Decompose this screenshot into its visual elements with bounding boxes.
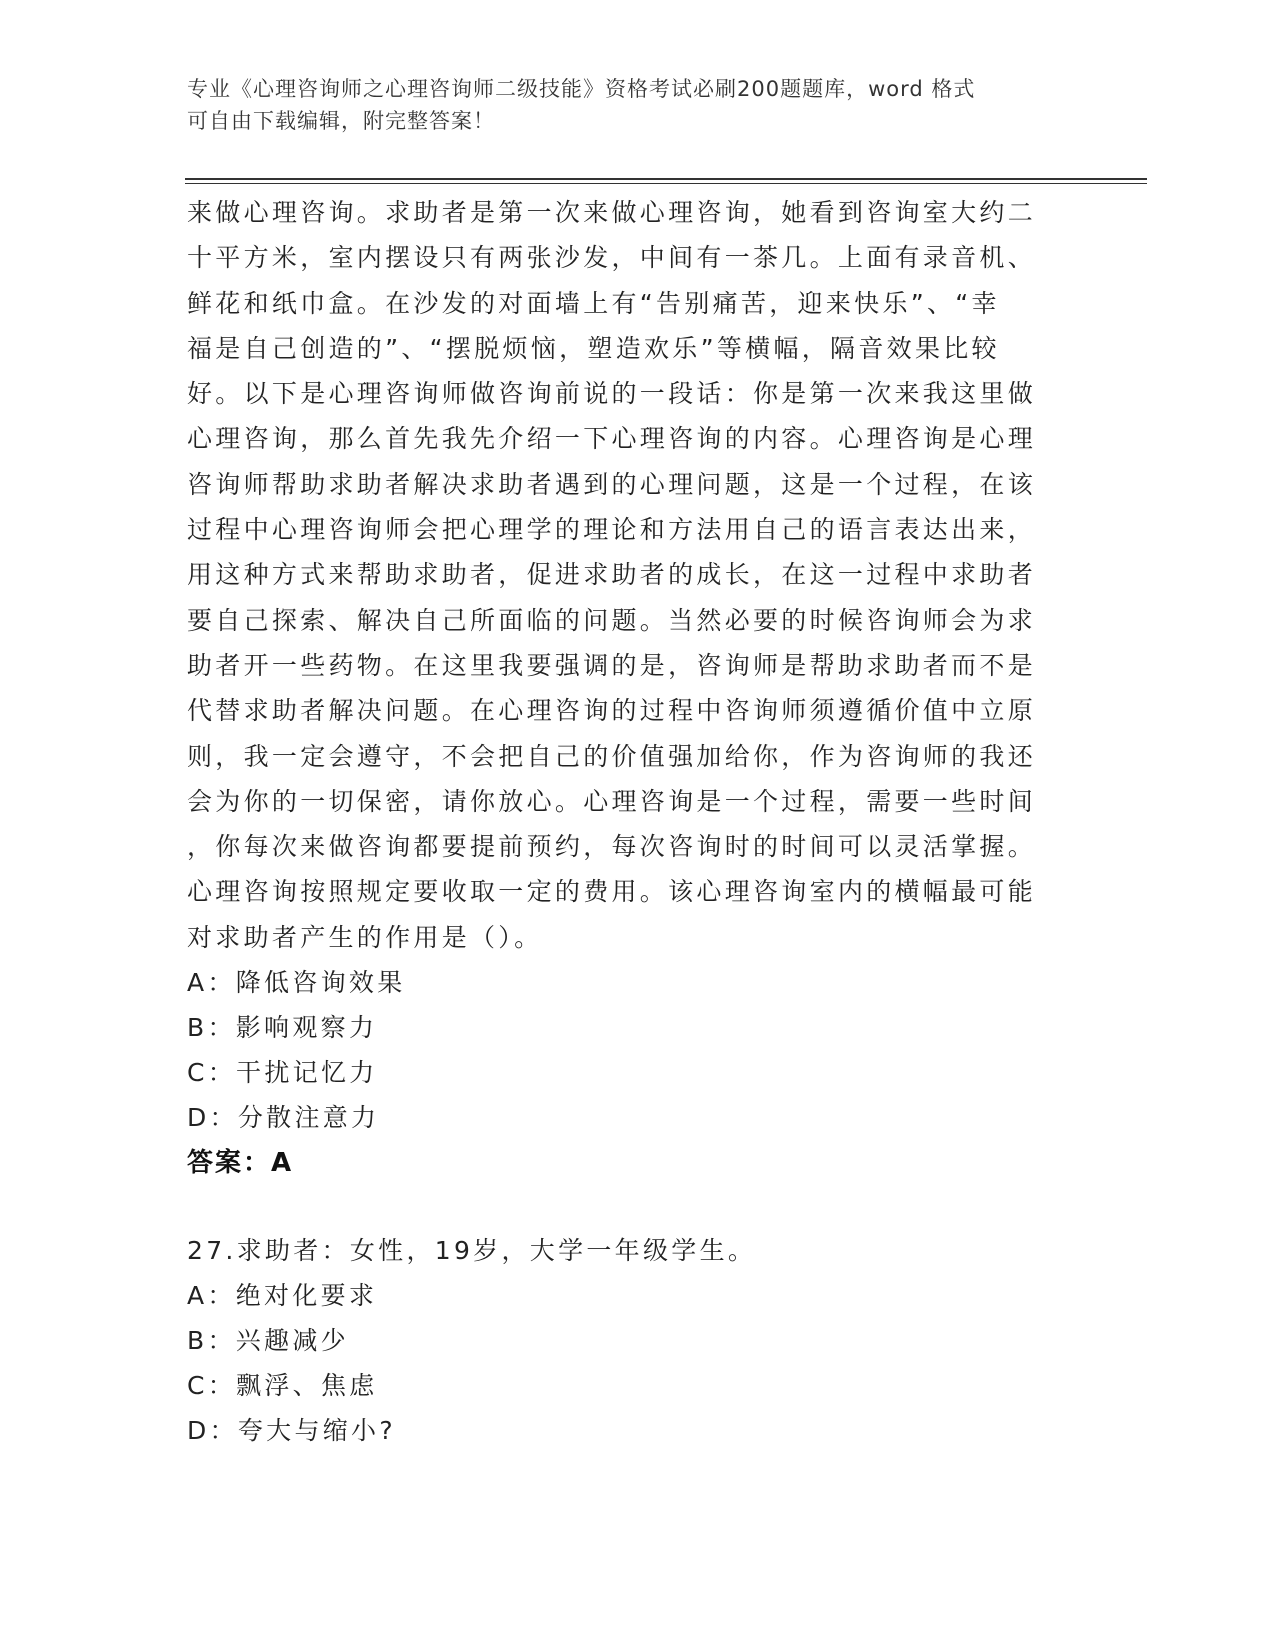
page-header	[187, 73, 1067, 137]
header-title-line-2: 可自由下载编辑，附完整答案！	[187, 109, 495, 133]
stem-line: 代替求助者解决问题。在心理咨询的过程中咨询师须遵循价值中立原	[187, 696, 1037, 726]
stem-line: 好。以下是心理咨询师做咨询前说的一段话：你是第一次来我这里做	[187, 379, 1037, 409]
stem-line: 用这种方式来帮助求助者，促进求助者的成长，在这一过程中求助者	[187, 560, 1037, 590]
stem-line: 对求助者产生的作用是（）。	[187, 922, 543, 952]
question-26-stem	[187, 190, 1067, 960]
stem-line: 福是自己创造的”、“摆脱烦恼，塑造欢乐”等横幅，隔音效果比较	[187, 333, 1000, 363]
header-title-line-1: 专业《心理咨询师之心理咨询师二级技能》资格考试必刷200题题库，word 格式	[187, 77, 976, 101]
option-a: A：降低咨询效果	[187, 968, 406, 998]
option-a: A：绝对化要求	[187, 1281, 378, 1311]
document-body	[187, 190, 1067, 1453]
stem-line: 十平方米，室内摆设只有两张沙发，中间有一茶几。上面有录音机、	[187, 243, 1037, 273]
spacer	[187, 1186, 1067, 1228]
stem-line: 过程中心理咨询师会把心理学的理论和方法用自己的语言表达出来，	[187, 515, 1037, 545]
option-d: D：分散注意力	[187, 1103, 380, 1133]
stem-line: 助者开一些药物。在这里我要强调的是，咨询师是帮助求助者而不是	[187, 650, 1037, 680]
stem-line: 心理咨询，那么首先我先介绍一下心理咨询的内容。心理咨询是心理	[187, 424, 1037, 454]
option-c: C：飘浮、焦虑	[187, 1371, 378, 1401]
option-d: D：夸大与缩小?	[187, 1416, 396, 1446]
question-27	[187, 1228, 1067, 1453]
stem-line: 来做心理咨询。求助者是第一次来做心理咨询，她看到咨询室大约二	[187, 198, 1037, 227]
stem-line: 要自己探索、解决自己所面临的问题。当然必要的时候咨询师会为求	[187, 605, 1037, 635]
stem-line: 则，我一定会遵守，不会把自己的价值强加给你，作为咨询师的我还	[187, 741, 1037, 771]
option-b: B：影响观察力	[187, 1013, 378, 1043]
question-26-options	[187, 960, 1067, 1140]
stem-line: 心理咨询按照规定要收取一定的费用。该心理咨询室内的横幅最可能	[187, 877, 1037, 907]
option-c: C：干扰记忆力	[187, 1058, 378, 1088]
answer-line: 答案：A	[187, 1148, 294, 1179]
header-rule-thin	[185, 183, 1147, 184]
header-rule-thick	[185, 178, 1147, 180]
stem-line: ，你每次来做咨询都要提前预约，每次咨询时的时间可以灵活掌握。	[187, 832, 1037, 862]
stem-line: 会为你的一切保密，请你放心。心理咨询是一个过程，需要一些时间	[187, 786, 1037, 816]
stem-line: 咨询师帮助求助者解决求助者遇到的心理问题，这是一个过程，在该	[187, 469, 1037, 499]
option-b: B：兴趣减少	[187, 1326, 349, 1356]
stem-line: 鲜花和纸巾盒。在沙发的对面墙上有“告别痛苦，迎来快乐”、“幸	[187, 288, 1000, 318]
question-27-stem: 27.求助者：女性，19岁，大学一年级学生。	[187, 1236, 757, 1266]
